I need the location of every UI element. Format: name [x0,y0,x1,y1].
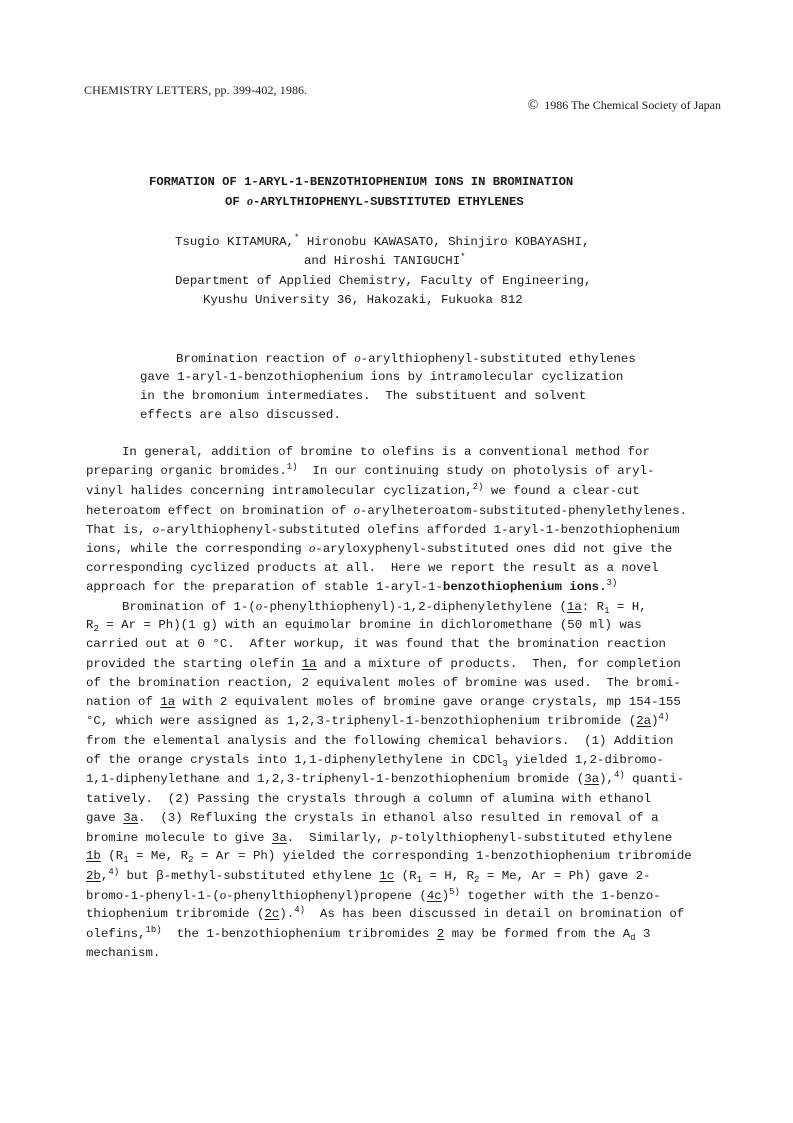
body-p2-line-10: 1,1-diphenylethane and 1,2,3-triphenyl-1-benzothiophenium bromide (3a),$^{4)}$ quanti- [86,770,685,786]
body-p2-line-12: gave 3a. (3) Refluxing the crystals in ethanol also resulted in removal of a [86,811,659,825]
body-p2-line-16: bromo-1-phenyl-1-(o-phenylthiophenyl)propene $(4c)^{5)}$ together with the 1-benzo- [86,887,661,903]
body-p1-line-4: heteroatom effect on bromination of o-arylheteroatom-substituted-phenylethylenes. [86,503,688,518]
copyright-text: 1986 The Chemical Society of Japan [544,98,721,112]
body-p1-line-1: In general, addition of bromine to olefins is a conventional method for [122,445,650,459]
abstract-line-2: gave 1-aryl-1-benzothiophenium ions by intramolecular cyclization [140,370,624,384]
copyright-symbol: © [527,98,539,113]
body-p1-line-2: preparing organic bromides.$^{1)}$ In our continuing study on photolysis of aryl- [86,462,655,478]
body-p2-line-19: mechanism. [86,946,161,960]
body-p2-line-3: carried out at 0 °C. After workup, it was found that the bromination reaction [86,637,666,651]
body-p2-line-9: of the orange crystals into 1,1-diphenylethylene in CDCl$_3$ yielded 1,2-dibromo- [86,753,664,769]
body-p2-line-2: $R_2 = Ar = Ph)(1$ g) with an equimolar bromine in dichloromethane (50 ml) was [86,618,642,634]
body-p2-line-15: 2b,$^{4)}$ but β-methyl-substituted ethylene 1c ($R_1 = H$, $R_2 = Me$, Ar = Ph) gave 2- [86,867,651,885]
body-p1-line-5: That is, o-arylthiophenyl-substituted olefins afforded 1-aryl-1-benzothiophenium [86,522,680,537]
abstract-line-1: Bromination reaction of o-arylthiophenyl-substituted ethylenes [176,351,636,366]
running-head-journal: CHEMISTRY LETTERS, pp. 399-402, 1986. [84,83,308,97]
body-p1-line-8: approach for the preparation of stable 1-aryl-1-benzothiophenium ions.$^{3)}$ [86,578,618,594]
abstract-line-3: in the bromonium intermediates. The substituent and solvent [140,389,587,403]
body-p2-line-6: nation of 1a with 2 equivalent moles of bromine gave orange crystals, mp 154-155 [86,695,681,709]
affiliation-line-1: Department of Applied Chemistry, Faculty of Engineering, [175,274,592,288]
body-p2-line-7: °C, which were assigned as 1,2,3-triphenyl-1-benzothiophenium tribromide $(2a)^{4)}$ [86,712,670,728]
body-p2-line-5: of the bromination reaction, 2 equivalent moles of bromine was used. The bromi- [86,676,681,690]
running-head-copyright [516,83,721,129]
title-line-2: OF o-ARYLTHIOPHENYL-SUBSTITUTED ETHYLENES [225,194,524,209]
body-p1-line-7: corresponding cyclized products at all. Here we report the result as a novel [86,561,659,575]
body-p2-line-11: tatively. (2) Passing the crystals through a column of alumina with ethanol [86,792,652,806]
authors-line-2: and Hiroshi TANIGUCHI* [304,252,466,268]
body-p1-line-6: ions, while the corresponding o-aryloxyphenyl-substituted ones did not give the [86,541,673,556]
body-p2-line-14: 1b ($R_1 = Me$, $R_2 = Ar = Ph$) yielded the corresponding 1-benzothiophenium tribromide [86,849,692,865]
title-line-1: FORMATION OF 1-ARYL-1-BENZOTHIOPHENIUM IONS IN BROMINATION [149,175,574,189]
body-p2-line-18: olefins,$^{1b)}$ the 1-benzothiophenium tribromides 2 may be formed from the $A_d$ 3 [86,925,651,943]
body-p2-line-8: from the elemental analysis and the following chemical behaviors. (1) Addition [86,734,674,748]
affiliation-line-2: Kyushu University 36, Hakozaki, Fukuoka 812 [203,293,523,307]
abstract-line-4: effects are also discussed. [140,408,341,422]
body-p2-line-4: provided the starting olefin 1a and a mixture of products. Then, for completion [86,657,681,671]
body-p2-line-13: bromine molecule to give 3a. Similarly, p-tolylthiophenyl-substituted ethylene [86,830,673,845]
body-p2-line-1: Bromination of 1-(o-phenylthiophenyl)-1,2-diphenylethylene (1a: $R_1 = H$, [122,599,647,616]
body-p2-line-17: thiophenium tribromide (2c).$^{4)}$ As has been discussed in detail on bromination of [86,905,685,921]
authors-line-1: Tsugio KITAMURA,* Hironobu KAWASATO, Shinjiro KOBAYASHI, [175,233,590,249]
body-p1-line-3: vinyl halides concerning intramolecular cyclization,$^{2)}$ we found a clear-cut [86,482,640,498]
